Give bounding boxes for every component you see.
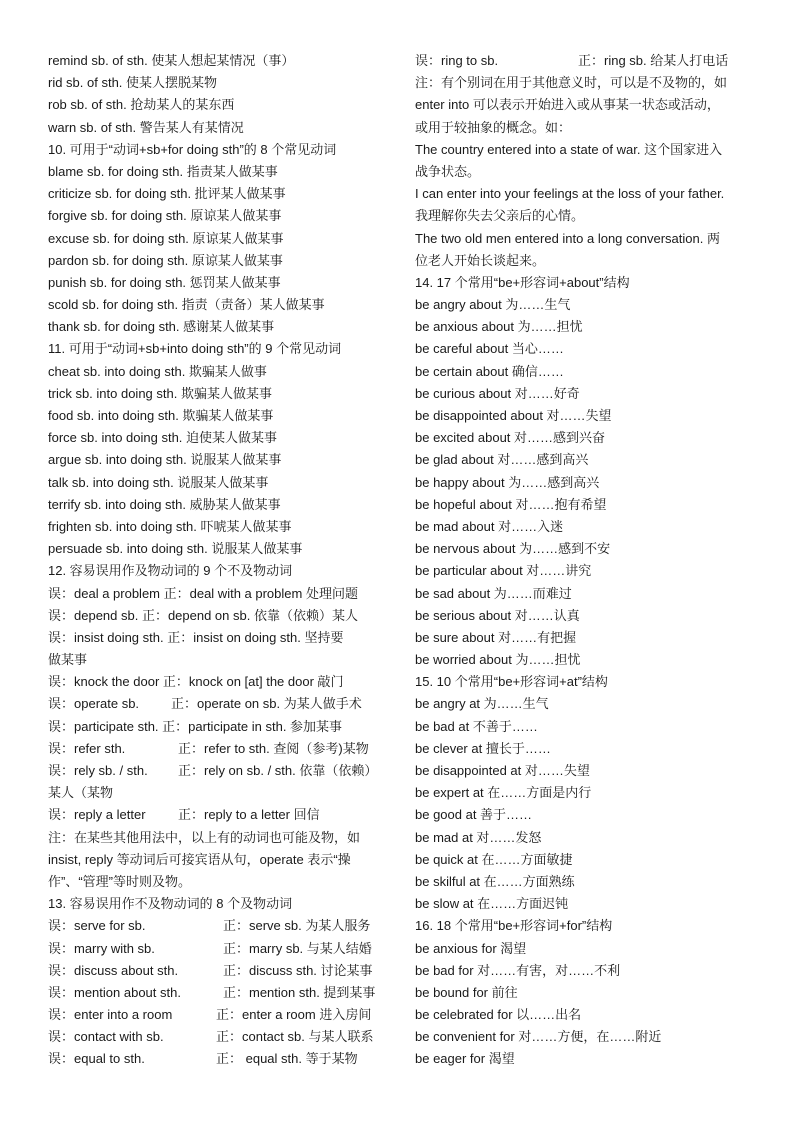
line-text: be clever at 擅长于…… xyxy=(415,740,551,756)
line-correct-text: 正：discuss sth. 讨论某事 xyxy=(223,962,373,978)
line-text: be bad for 对……有害，对……不利 xyxy=(415,962,621,978)
line-text: be excited about 对……感到兴奋 xyxy=(415,430,606,446)
line-text: 注：有个别词在用于其他意义时，可以是不及物的，如 xyxy=(415,75,728,91)
line-text: 误：knock the door 正：knock on [at] the door 敲门 xyxy=(48,674,344,690)
line-text: be careful about 当心…… xyxy=(415,341,564,357)
line-text: be certain about 确信…… xyxy=(415,363,564,379)
line-text: be hopeful about 对……抱有希望 xyxy=(415,496,607,512)
line-text: 作”、“管理”等时则及物。 xyxy=(48,873,191,889)
text-line xyxy=(48,583,398,605)
line-text: be good at 善于…… xyxy=(415,807,533,823)
text-line xyxy=(48,50,398,72)
left-column xyxy=(48,50,398,1071)
text-line xyxy=(48,871,398,893)
text-line xyxy=(48,693,398,715)
line-text: be anxious about 为……担忧 xyxy=(415,319,583,335)
line-text: 误：reply a letter xyxy=(48,807,146,823)
line-text: argue sb. into doing sth. 说服某人做某事 xyxy=(48,452,282,468)
line-text: 位老人开始长谈起来。 xyxy=(415,252,546,268)
line-text: pardon sb. for doing sth. 原谅某人做某事 xyxy=(48,252,283,268)
text-line xyxy=(48,228,398,250)
text-line xyxy=(48,361,398,383)
text-line xyxy=(415,205,765,227)
line-correct-text: 正：refer to sth. 查阅（参考)某物 xyxy=(178,740,369,756)
text-line xyxy=(415,849,765,871)
text-line xyxy=(48,383,398,405)
text-line xyxy=(415,915,765,937)
line-text: trick sb. into doing sth. 欺骗某人做某事 xyxy=(48,385,272,401)
text-line xyxy=(48,960,398,982)
line-correct-text: 正：operate on sb. 为某人做手术 xyxy=(171,696,362,712)
text-line xyxy=(48,938,398,960)
line-correct-text: 正：rely on sb. / sth. 依靠（依赖） xyxy=(178,763,378,778)
line-text: punish sb. for doing sth. 惩罚某人做某事 xyxy=(48,274,281,290)
line-text: 误：insist doing sth. 正：insist on doing sth. 坚持要 xyxy=(48,629,344,645)
line-text: 15. 10 个常用“be+形容词+at”结构 xyxy=(415,674,608,690)
text-line xyxy=(48,516,398,538)
text-line xyxy=(48,605,398,627)
line-text: be nervous about 为……感到不安 xyxy=(415,541,611,557)
line-text: 误：operate sb. xyxy=(48,696,140,712)
line-text: be slow at 在……方面迟钝 xyxy=(415,896,569,912)
text-line xyxy=(415,982,765,1004)
text-line xyxy=(48,72,398,94)
line-text: be bad at 不善于…… xyxy=(415,718,538,734)
line-text: warn sb. of sth. 警告某人有某情况 xyxy=(48,119,244,135)
line-correct-text: 正：contact sb. 与某人联系 xyxy=(216,1029,374,1045)
text-line xyxy=(415,250,765,272)
line-text: 战争状态。 xyxy=(415,163,481,179)
line-text: 做某事 xyxy=(48,652,88,668)
text-line xyxy=(48,427,398,449)
text-line xyxy=(48,849,398,871)
text-line xyxy=(415,538,765,560)
line-text: 注：在某些其他用法中，以上有的动词也可能及物，如 xyxy=(48,829,361,845)
line-correct-text: 正：ring sb. 给某人打电话 xyxy=(578,53,729,68)
text-line xyxy=(48,760,398,782)
line-text: terrify sb. into doing sth. 威胁某人做某事 xyxy=(48,496,281,512)
text-line xyxy=(48,250,398,272)
line-text: be serious about 对……认真 xyxy=(415,607,580,623)
line-text: be expert at 在……方面是内行 xyxy=(415,785,592,801)
text-line xyxy=(48,472,398,494)
line-text: 12. 容易误用作及物动词的 9 个不及物动词 xyxy=(48,563,293,579)
line-correct-text: 正：marry sb. 与某人结婚 xyxy=(223,940,372,956)
line-text: persuade sb. into doing sth. 说服某人做某事 xyxy=(48,541,303,557)
line-text: 误：deal a problem 正：deal with a problem 处理问题 xyxy=(48,585,358,601)
text-line xyxy=(48,205,398,227)
line-correct-text: 正：enter a room 进入房间 xyxy=(216,1007,372,1023)
line-text: 14. 17 个常用“be+形容词+about”结构 xyxy=(415,274,630,290)
text-line xyxy=(48,316,398,338)
text-line xyxy=(415,338,765,360)
line-text: 误：participate sth. 正：participate in sth. 参加某事 xyxy=(48,718,343,734)
line-text: be anxious for 渴望 xyxy=(415,940,527,956)
text-line xyxy=(48,716,398,738)
line-text: cheat sb. into doing sth. 欺骗某人做事 xyxy=(48,363,267,379)
line-text: be skilful at 在……方面熟练 xyxy=(415,873,575,889)
line-text: be mad about 对……入迷 xyxy=(415,518,564,534)
text-line xyxy=(415,161,765,183)
right-column xyxy=(415,50,765,1071)
text-line xyxy=(415,472,765,494)
line-correct-text: 正：reply to a letter 回信 xyxy=(178,807,320,823)
text-line xyxy=(415,516,765,538)
text-line xyxy=(415,94,765,116)
line-text: food sb. into doing sth. 欺骗某人做某事 xyxy=(48,408,274,423)
text-line xyxy=(48,139,398,161)
line-text: insist, reply 等动词后可接宾语从句，operate 表示“操 xyxy=(48,851,351,867)
line-text: be disappointed at 对……失望 xyxy=(415,763,590,778)
text-line xyxy=(415,183,765,205)
line-text: 误：marry with sb. xyxy=(48,940,155,956)
text-line xyxy=(415,760,765,782)
line-text: 误：depend sb. 正：depend on sb. 依靠（依赖）某人 xyxy=(48,607,358,623)
text-line xyxy=(415,627,765,649)
text-line xyxy=(48,538,398,560)
line-text: The country entered into a state of war. 这个国家进入 xyxy=(415,141,723,157)
text-line xyxy=(415,1026,765,1048)
text-line xyxy=(48,272,398,294)
line-text: be mad at 对……发怒 xyxy=(415,829,542,845)
line-text: 误：discuss about sth. xyxy=(48,962,179,978)
text-line xyxy=(48,338,398,360)
text-line xyxy=(48,405,398,427)
text-line xyxy=(415,583,765,605)
text-line xyxy=(48,915,398,937)
text-line xyxy=(415,693,765,715)
text-line xyxy=(48,1026,398,1048)
text-line xyxy=(415,449,765,471)
text-line xyxy=(415,804,765,826)
text-line xyxy=(415,405,765,427)
text-line xyxy=(415,383,765,405)
text-line xyxy=(415,272,765,294)
text-line xyxy=(415,228,765,250)
text-line xyxy=(48,827,398,849)
line-text: be glad about 对……感到高兴 xyxy=(415,452,589,468)
text-line xyxy=(415,494,765,516)
text-line xyxy=(415,738,765,760)
text-line xyxy=(415,871,765,893)
line-text: force sb. into doing sth. 迫使某人做某事 xyxy=(48,430,278,446)
text-line xyxy=(48,982,398,1004)
line-text: be eager for 渴望 xyxy=(415,1051,515,1067)
text-line xyxy=(48,494,398,516)
line-text: criticize sb. for doing sth. 批评某人做某事 xyxy=(48,186,286,202)
line-correct-text: 正：serve sb. 为某人服务 xyxy=(223,918,371,934)
line-text: be disappointed about 对……失望 xyxy=(415,408,612,423)
text-line xyxy=(48,1004,398,1026)
line-text: 误：rely sb. / sth. xyxy=(48,763,148,778)
text-line xyxy=(415,361,765,383)
text-line xyxy=(415,50,765,72)
line-text: I can enter into your feelings at the loss of your father. xyxy=(415,186,725,202)
line-text: enter into 可以表示开始进入或从事某一状态或活动， xyxy=(415,97,720,113)
line-text: be angry at 为……生气 xyxy=(415,696,549,712)
line-text: 我理解你失去父亲后的心情。 xyxy=(415,208,585,224)
line-text: be sure about 对……有把握 xyxy=(415,629,577,645)
line-text: scold sb. for doing sth. 指责（责备）某人做某事 xyxy=(48,297,325,313)
text-line xyxy=(415,960,765,982)
text-line xyxy=(415,316,765,338)
text-line xyxy=(415,782,765,804)
line-text: be happy about 为……感到高兴 xyxy=(415,474,600,490)
text-line xyxy=(48,560,398,582)
line-correct-text: 正： equal sth. 等于某物 xyxy=(216,1051,358,1067)
text-line xyxy=(415,1004,765,1026)
text-line xyxy=(415,827,765,849)
line-text: 误：serve for sb. xyxy=(48,918,146,934)
line-text: be particular about 对……讲究 xyxy=(415,563,592,579)
line-text: be worried about 为……担忧 xyxy=(415,652,581,668)
line-text: excuse sb. for doing sth. 原谅某人做某事 xyxy=(48,230,284,246)
line-text: 13. 容易误用作不及物动词的 8 个及物动词 xyxy=(48,896,293,912)
line-text: be convenient for 对……方便，在……附近 xyxy=(415,1029,662,1045)
text-line xyxy=(48,1048,398,1070)
text-line xyxy=(415,649,765,671)
line-text: thank sb. for doing sth. 感谢某人做某事 xyxy=(48,319,275,335)
text-line xyxy=(415,605,765,627)
line-text: 误：refer sth. xyxy=(48,740,126,756)
text-line xyxy=(415,938,765,960)
text-line xyxy=(415,117,765,139)
line-text: rid sb. of sth. 使某人摆脱某物 xyxy=(48,75,218,91)
text-line xyxy=(48,117,398,139)
text-line xyxy=(415,1048,765,1070)
text-line xyxy=(48,183,398,205)
line-text: be angry about 为……生气 xyxy=(415,297,571,313)
text-line xyxy=(48,782,398,804)
text-line xyxy=(415,671,765,693)
line-text: rob sb. of sth. 抢劫某人的某东西 xyxy=(48,97,235,113)
line-text: 10. 可用于“动词+sb+for doing sth”的 8 个常见动词 xyxy=(48,141,337,157)
line-text: 16. 18 个常用“be+形容词+for”结构 xyxy=(415,918,613,934)
text-line xyxy=(48,893,398,915)
line-text: 11. 可用于“动词+sb+into doing sth”的 9 个常见动词 xyxy=(48,341,342,357)
line-text: forgive sb. for doing sth. 原谅某人做某事 xyxy=(48,208,282,224)
line-text: be quick at 在……方面敏捷 xyxy=(415,851,573,867)
line-text: 或用于较抽象的概念。如： xyxy=(415,119,572,135)
line-text: frighten sb. into doing sth. 吓唬某人做某事 xyxy=(48,518,292,534)
text-line xyxy=(415,139,765,161)
text-line xyxy=(48,649,398,671)
line-text: be bound for 前往 xyxy=(415,984,518,1000)
text-line xyxy=(415,560,765,582)
text-line xyxy=(48,671,398,693)
line-correct-text: 正：mention sth. 提到某事 xyxy=(223,984,376,1000)
line-text: be celebrated for 以……出名 xyxy=(415,1007,582,1023)
line-text: be sad about 为……而难过 xyxy=(415,585,572,601)
line-text: be curious about 对……好奇 xyxy=(415,385,580,401)
text-line xyxy=(48,738,398,760)
line-text: 某人（某物 xyxy=(48,785,114,801)
line-text: blame sb. for doing sth. 指责某人做某事 xyxy=(48,163,278,179)
text-line xyxy=(415,427,765,449)
text-line xyxy=(415,893,765,915)
text-line xyxy=(48,627,398,649)
line-text: 误：equal to sth. xyxy=(48,1051,145,1067)
text-line xyxy=(415,716,765,738)
line-text: 误：contact with sb. xyxy=(48,1029,164,1045)
line-text: The two old men entered into a long conversation. 两 xyxy=(415,230,720,246)
line-text: 误：ring to sb. xyxy=(415,53,499,68)
line-text: 误：mention about sth. xyxy=(48,984,181,1000)
text-line xyxy=(48,804,398,826)
line-text: talk sb. into doing sth. 说服某人做某事 xyxy=(48,474,269,490)
text-line xyxy=(48,294,398,316)
text-line xyxy=(415,294,765,316)
line-text: 误：enter into a room xyxy=(48,1007,173,1023)
text-line xyxy=(48,94,398,116)
text-line xyxy=(48,161,398,183)
text-line xyxy=(48,449,398,471)
line-text: remind sb. of sth. 使某人想起某情况（事） xyxy=(48,53,295,68)
text-line xyxy=(415,72,765,94)
